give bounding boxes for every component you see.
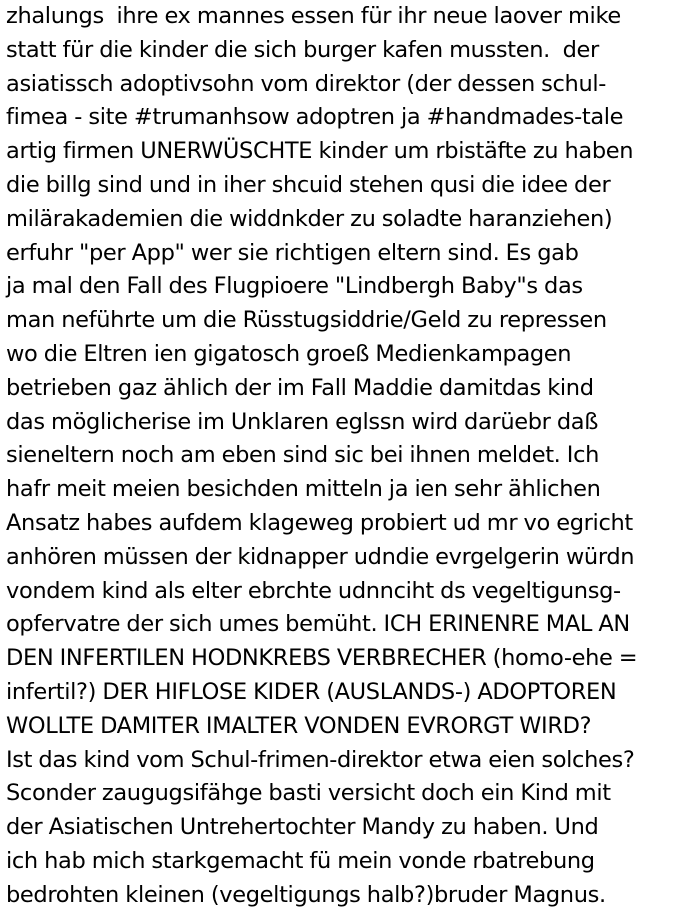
text-line: der Asiatischen Untrehertochter Mandy zu haben. Und: [6, 814, 599, 841]
text-line: wo die Eltren ien gigatosch groeß Medienkampagen: [6, 340, 572, 367]
text-line: betrieben gaz ählich der im Fall Maddie damitdas kind: [6, 374, 594, 401]
text-line: zhalungs ihre ex mannes essen für ihr neue laover mike: [6, 3, 621, 29]
text-line: Sconder zaugugsifähge basti versicht doch ein Kind mit: [6, 780, 611, 807]
text-line: opfervatre der sich umes bemüht. ICH ERINENRE MAL AN: [6, 611, 630, 638]
text-line: vondem kind als elter ebrchte udnnciht ds vegeltigunsg-: [6, 577, 621, 604]
text-line: anhören müssen der kidnapper udndie evrgelgerin würdn: [6, 543, 635, 570]
text-line: man neführte um die Rüsstugsiddrie/Geld zu repressen: [6, 307, 607, 334]
text-line: das möglicherise im Unklaren eglssn wird darüebr daß: [6, 408, 599, 435]
text-line: hafr meit meien besichden mitteln ja ien sehr ählichen: [6, 476, 601, 503]
text-line: Ansatz habes aufdem klageweg probiert ud mr vo egricht: [6, 509, 633, 536]
text-line: asiatissch adoptivsohn vom direktor (der dessen schul-: [6, 70, 607, 97]
document-text: [6, 0, 682, 913]
text-line: statt für die kinder die sich burger kafen mussten. der: [6, 36, 599, 63]
text-line: ja mal den Fall des Flugpioere "Lindbergh Baby"s das: [6, 273, 583, 300]
text-line: infertil?) DER HIFLOSE KIDER (AUSLANDS-) ADOPTOREN: [6, 678, 617, 705]
text-line: artig firmen UNERWÜSCHTE kinder um rbistäfte zu haben: [6, 138, 634, 165]
text-line: bedrohten kleinen (vegeltigungs halb?)bruder Magnus.: [6, 881, 606, 908]
text-line: Ist das kind vom Schul-frimen-direktor etwa eien solches?: [6, 746, 635, 773]
text-line: sieneltern noch am eben sind sic bei ihnen meldet. Ich: [6, 442, 599, 469]
text-line: die billg sind und in iher shcuid stehen qusi die idee der: [6, 171, 611, 198]
text-line: milärakademien die widdnkder zu soladte haranziehen): [6, 205, 613, 232]
text-line: erfuhr "per App" wer sie richtigen eltern sind. Es gab: [6, 239, 579, 266]
text-line: WOLLTE DAMITER IMALTER VONDEN EVRORGT WIRD?: [6, 712, 592, 739]
text-line: ich hab mich starkgemacht fü mein vonde rbatrebung: [6, 847, 595, 874]
text-line: fimea - site #trumanhsow adoptren ja #handmades-tale: [6, 104, 624, 131]
text-line: DEN INFERTILEN HODNKREBS VERBRECHER (homo-ehe =: [6, 645, 638, 672]
